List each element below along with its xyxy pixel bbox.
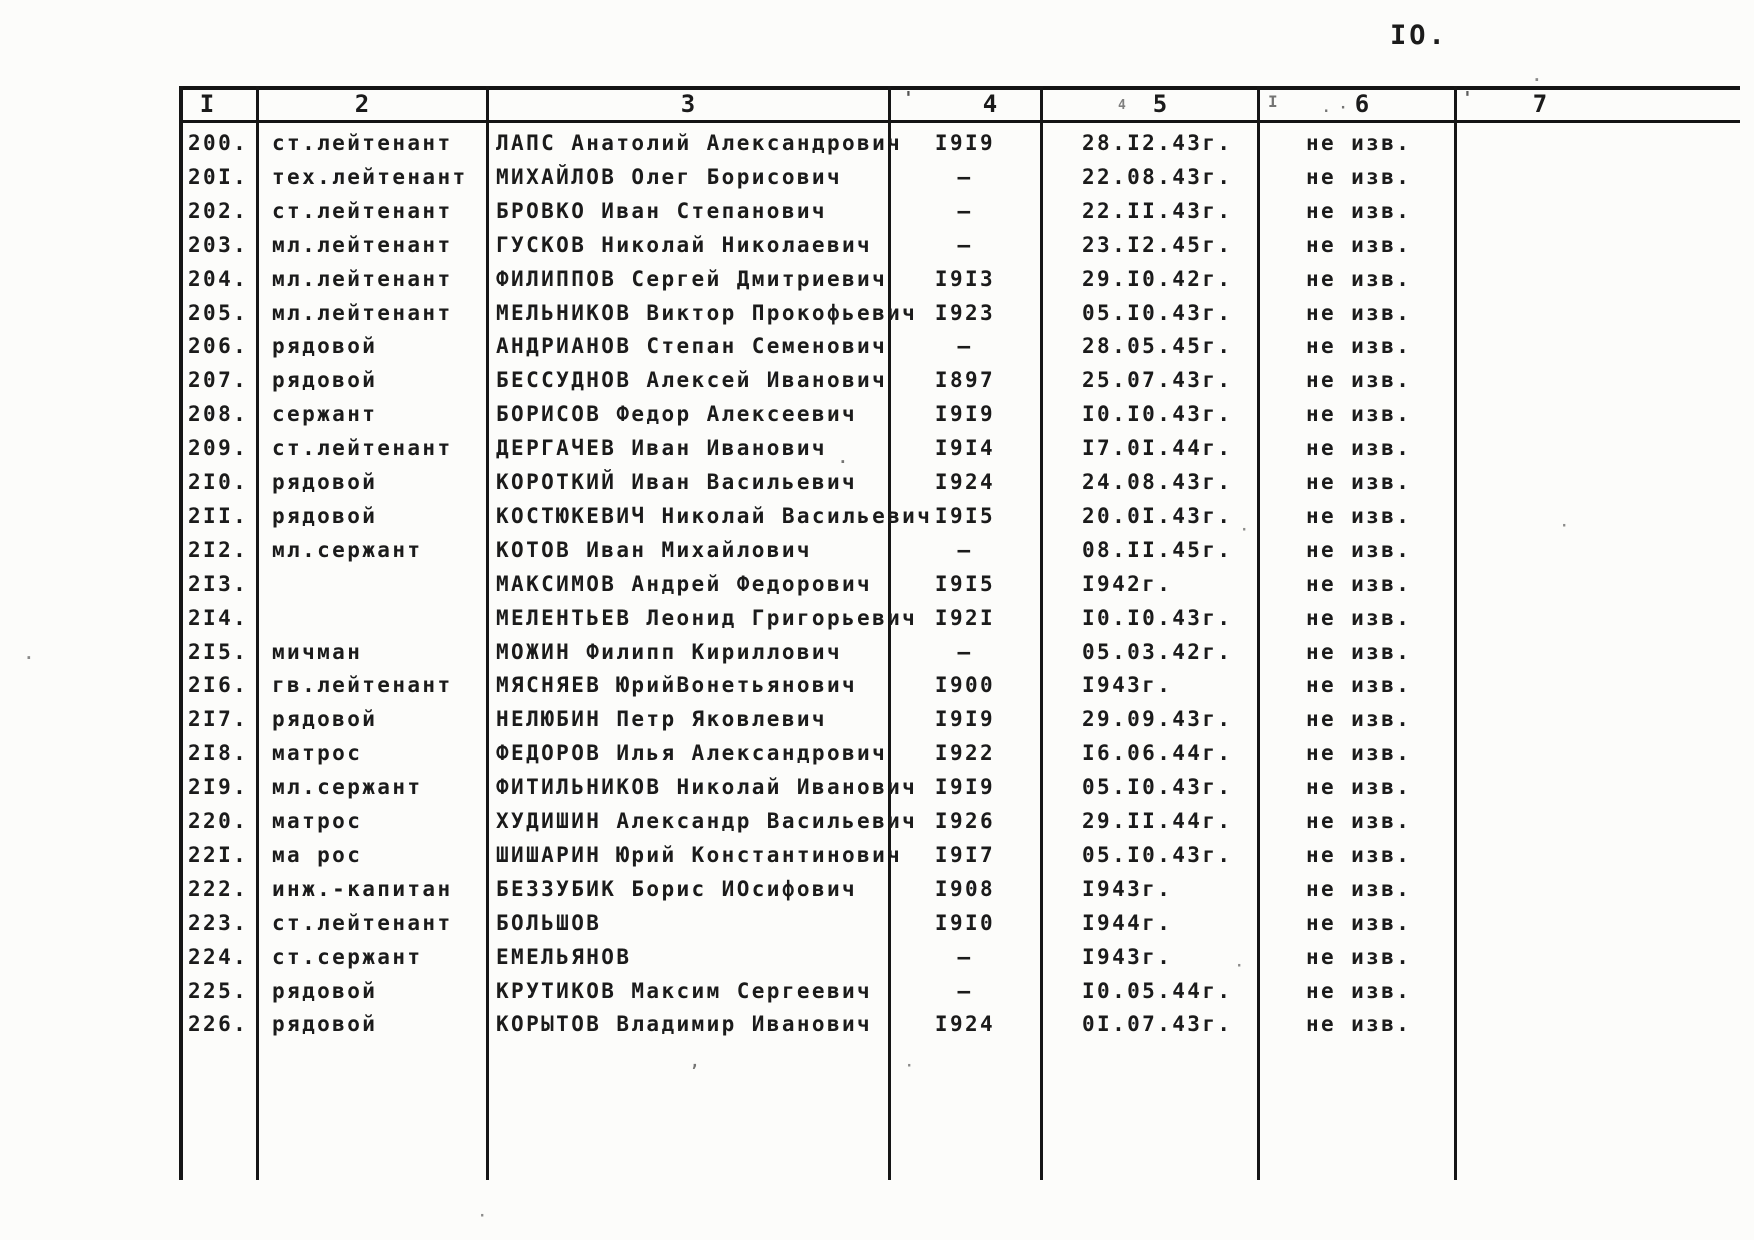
rank-cell: рядовой [272, 334, 378, 359]
rank-cell: ст.лейтенант [272, 131, 453, 155]
scan-artifact: ' [903, 88, 914, 109]
status-cell: не изв. [1306, 809, 1412, 833]
status-cell: не изв. [1306, 470, 1412, 494]
row-number-cell: 208. [188, 402, 249, 427]
date-cell: 05.03.42г. [1082, 639, 1233, 664]
date-cell: 08.II.45г. [1082, 537, 1233, 562]
rank-cell: мл.лейтенант [272, 266, 453, 291]
table-row [0, 809, 1754, 839]
birth-year-cell: I9I5 [934, 571, 996, 596]
name-cell: БЕССУДНОВ Алексей Иванович [496, 368, 888, 393]
table-row [0, 538, 1754, 568]
name-cell: МАКСИМОВ Андрей Федорович [496, 571, 873, 596]
row-number-cell: 2I8. [188, 741, 249, 766]
date-cell: 29.II.44г. [1082, 809, 1233, 833]
name-cell: КРУТИКОВ Максим Сергеевич [496, 978, 873, 1003]
rank-cell: мл.лейтенант [272, 300, 453, 325]
date-cell: I0.05.44г. [1082, 978, 1233, 1003]
birth-year-cell: I924 [934, 470, 996, 494]
status-cell: не изв. [1306, 503, 1412, 528]
date-cell: I942г. [1082, 571, 1173, 596]
name-cell: БРОВКО Иван Степанович [496, 198, 827, 223]
table-row [0, 945, 1754, 975]
row-number-cell: 205. [188, 300, 249, 325]
rank-cell: мл.лейтенант [272, 232, 453, 257]
table-row [0, 606, 1754, 636]
table-row [0, 877, 1754, 907]
table-row [0, 911, 1754, 941]
row-number-cell: 209. [188, 436, 249, 461]
name-cell: АНДРИАНОВ Степан Семенович [496, 334, 888, 359]
name-cell: НЕЛЮБИН Петр Яковлевич [496, 707, 827, 732]
scan-artifact: · [478, 1208, 487, 1224]
name-cell: ФЕДОРОВ Илья Александрович [496, 741, 888, 766]
scan-artifact: · [1560, 518, 1569, 534]
birth-year-cell: I9I3 [934, 266, 996, 291]
rank-cell: матрос [272, 741, 363, 766]
status-cell: не изв. [1306, 334, 1412, 359]
rank-cell: тех.лейтенант [272, 164, 468, 189]
rank-cell: ст.лейтенант [272, 910, 453, 935]
table-row [0, 470, 1754, 500]
birth-year-cell: I9I5 [934, 503, 996, 528]
column-header-year: 4 [982, 90, 998, 118]
name-cell: КОСТЮКЕВИЧ Николай Васильевич [496, 503, 933, 528]
table-row [0, 368, 1754, 398]
date-cell: 23.I2.45г. [1082, 232, 1233, 257]
rank-cell: матрос [272, 809, 363, 833]
row-number-cell: 2I4. [188, 605, 249, 630]
row-number-cell: 220. [188, 809, 249, 833]
page-number: IO. [1390, 20, 1448, 51]
row-number-cell: 2I9. [188, 775, 249, 800]
table-row [0, 673, 1754, 703]
scan-artifact: 4 [1118, 98, 1126, 113]
status-cell: не изв. [1306, 842, 1412, 867]
table-row [0, 334, 1754, 364]
birth-year-cell: I9I7 [934, 842, 996, 867]
table-row [0, 165, 1754, 195]
row-number-cell: 223. [188, 910, 249, 935]
date-cell: 20.0I.43г. [1082, 503, 1233, 528]
name-cell: ФИТИЛЬНИКОВ Николай Иванович [496, 775, 918, 800]
rank-cell: ма рос [272, 842, 363, 867]
status-cell: не изв. [1306, 1012, 1412, 1037]
table-row [0, 640, 1754, 670]
row-number-cell: 203. [188, 232, 249, 257]
birth-year-cell: – [957, 639, 973, 664]
name-cell: ГУСКОВ Николай Николаевич [496, 232, 873, 257]
scan-artifact: · [1240, 522, 1249, 538]
rank-cell: инж.-капитан [272, 876, 453, 901]
status-cell: не изв. [1306, 300, 1412, 325]
date-cell: 24.08.43г. [1082, 470, 1233, 494]
birth-year-cell: I9I4 [934, 436, 996, 461]
name-cell: МОЖИН Филипп Кириллович [496, 639, 842, 664]
name-cell: ХУДИШИН Александр Васильевич [496, 809, 918, 833]
table-row [0, 1012, 1754, 1042]
birth-year-cell: – [957, 537, 973, 562]
status-cell: не изв. [1306, 266, 1412, 291]
table-row [0, 979, 1754, 1009]
scan-artifact: , [690, 1052, 700, 1071]
date-cell: I6.06.44г. [1082, 741, 1233, 766]
birth-year-cell: – [957, 232, 973, 257]
row-number-cell: 224. [188, 944, 249, 969]
table-row [0, 504, 1754, 534]
table-row [0, 436, 1754, 466]
name-cell: ШИШАРИН Юрий Константинович [496, 842, 903, 867]
row-number-cell: 2I6. [188, 673, 249, 698]
status-cell: не изв. [1306, 402, 1412, 427]
date-cell: 28.I2.43г. [1082, 131, 1233, 155]
date-cell: I943г. [1082, 876, 1173, 901]
column-header-status: 6 [1354, 90, 1370, 118]
rank-cell: гв.лейтенант [272, 673, 453, 698]
scan-artifact: · [1235, 958, 1244, 974]
name-cell: ДЕРГАЧЕВ Иван Иванович [496, 436, 827, 461]
rank-cell: ст.лейтенант [272, 436, 453, 461]
status-cell: не изв. [1306, 741, 1412, 766]
status-cell: не изв. [1306, 232, 1412, 257]
name-cell: МЯСНЯЕВ ЮрийВонетьянович [496, 673, 858, 698]
rank-cell: рядовой [272, 1012, 378, 1037]
table-row [0, 707, 1754, 737]
name-cell: КОРОТКИЙ Иван Васильевич [496, 470, 858, 494]
rank-cell: рядовой [272, 978, 378, 1003]
scan-artifact: ' [1462, 88, 1473, 109]
rank-cell: рядовой [272, 707, 378, 732]
birth-year-cell: – [957, 334, 973, 359]
name-cell: ЛАПС Анатолий Александрович [496, 131, 903, 155]
name-cell: ФИЛИППОВ Сергей Дмитриевич [496, 266, 888, 291]
birth-year-cell: – [957, 944, 973, 969]
date-cell: 25.07.43г. [1082, 368, 1233, 393]
date-cell: 22.08.43г. [1082, 164, 1233, 189]
date-cell: I7.0I.44г. [1082, 436, 1233, 461]
birth-year-cell: I926 [934, 809, 996, 833]
status-cell: не изв. [1306, 775, 1412, 800]
table-row [0, 233, 1754, 263]
date-cell: 22.II.43г. [1082, 198, 1233, 223]
status-cell: не изв. [1306, 436, 1412, 461]
status-cell: не изв. [1306, 131, 1412, 155]
row-number-cell: 2II. [188, 503, 249, 528]
rank-cell: рядовой [272, 503, 378, 528]
scan-artifact: · [1532, 70, 1542, 89]
scan-artifact: . · [1322, 100, 1348, 116]
status-cell: не изв. [1306, 673, 1412, 698]
birth-year-cell: I9I9 [934, 707, 996, 732]
row-number-cell: 2I5. [188, 639, 249, 664]
table-row [0, 741, 1754, 771]
status-cell: не изв. [1306, 910, 1412, 935]
date-cell: I943г. [1082, 673, 1173, 698]
birth-year-cell: I9I0 [934, 910, 996, 935]
column-header-num: I [199, 90, 215, 118]
rank-cell: мл.сержант [272, 775, 423, 800]
date-cell: 05.I0.43г. [1082, 842, 1233, 867]
birth-year-cell: I922 [934, 741, 996, 766]
name-cell: БОРИСОВ Федор Алексеевич [496, 402, 858, 427]
row-number-cell: 222. [188, 876, 249, 901]
status-cell: не изв. [1306, 571, 1412, 596]
row-number-cell: 202. [188, 198, 249, 223]
rank-cell [272, 572, 484, 600]
status-cell: не изв. [1306, 944, 1412, 969]
birth-year-cell: I897 [934, 368, 996, 393]
table-row [0, 199, 1754, 229]
name-cell: КОРЫТОВ Владимир Иванович [496, 1012, 873, 1037]
scan-artifact: · [838, 452, 848, 471]
rank-cell: рядовой [272, 470, 378, 494]
name-cell: КОТОВ Иван Михайлович [496, 537, 812, 562]
row-number-cell: 2I0. [188, 470, 249, 494]
table-row [0, 775, 1754, 805]
rank-cell: ст.лейтенант [272, 198, 453, 223]
rank-cell: ст.сержант [272, 944, 423, 969]
row-number-cell: 2I7. [188, 707, 249, 732]
name-cell: ЕМЕЛЬЯНОВ [496, 944, 632, 969]
status-cell: не изв. [1306, 639, 1412, 664]
row-number-cell: 2I2. [188, 537, 249, 562]
birth-year-cell: – [957, 164, 973, 189]
table-row [0, 402, 1754, 432]
birth-year-cell: I923 [934, 300, 996, 325]
status-cell: не изв. [1306, 707, 1412, 732]
status-cell: не изв. [1306, 368, 1412, 393]
status-cell: не изв. [1306, 198, 1412, 223]
table-row [0, 267, 1754, 297]
birth-year-cell: I9I9 [934, 775, 996, 800]
rank-cell: мичман [272, 639, 363, 664]
column-header-extra: 7 [1532, 90, 1548, 118]
birth-year-cell: I92I [934, 605, 996, 630]
name-cell: БОЛЬШОВ [496, 910, 602, 935]
birth-year-cell: I924 [934, 1012, 996, 1037]
date-cell: 28.05.45г. [1082, 334, 1233, 359]
column-header-name: 3 [680, 90, 696, 118]
table-row [0, 572, 1754, 602]
row-number-cell: 204. [188, 266, 249, 291]
row-number-cell: 200. [188, 131, 249, 155]
birth-year-cell: – [957, 978, 973, 1003]
table-header-underline [179, 120, 1740, 123]
date-cell: 29.09.43г. [1082, 707, 1233, 732]
table-top-border [179, 86, 1740, 90]
date-cell: I0.I0.43г. [1082, 605, 1233, 630]
date-cell: I0.I0.43г. [1082, 402, 1233, 427]
table-row [0, 843, 1754, 873]
status-cell: не изв. [1306, 978, 1412, 1003]
date-cell: 0I.07.43г. [1082, 1012, 1233, 1037]
status-cell: не изв. [1306, 537, 1412, 562]
birth-year-cell: I900 [934, 673, 996, 698]
row-number-cell: 20I. [188, 164, 249, 189]
name-cell: МЕЛЕНТЬЕВ Леонид Григорьевич [496, 605, 918, 630]
rank-cell: мл.сержант [272, 537, 423, 562]
name-cell: МИХАЙЛОВ Олег Борисович [496, 164, 842, 189]
table-row [0, 301, 1754, 331]
row-number-cell: 226. [188, 1012, 249, 1037]
name-cell: МЕЛЬНИКОВ Виктор Прокофьевич [496, 300, 918, 325]
row-number-cell: 22I. [188, 842, 249, 867]
status-cell: не изв. [1306, 605, 1412, 630]
date-cell: 05.I0.43г. [1082, 300, 1233, 325]
rank-cell [272, 606, 484, 634]
birth-year-cell: – [957, 198, 973, 223]
birth-year-cell: I908 [934, 876, 996, 901]
row-number-cell: 207. [188, 368, 249, 393]
status-cell: не изв. [1306, 164, 1412, 189]
scan-artifact: I [1268, 92, 1278, 111]
row-number-cell: 206. [188, 334, 249, 359]
date-cell: I943г. [1082, 944, 1173, 969]
birth-year-cell: I9I9 [934, 402, 996, 427]
column-header-rank: 2 [354, 90, 370, 118]
row-number-cell: 2I3. [188, 571, 249, 596]
date-cell: 29.I0.42г. [1082, 266, 1233, 291]
date-cell: I944г. [1082, 910, 1173, 935]
column-header-date: 5 [1152, 90, 1168, 118]
date-cell: 05.I0.43г. [1082, 775, 1233, 800]
rank-cell: рядовой [272, 368, 378, 393]
rank-cell: сержант [272, 402, 378, 427]
status-cell: не изв. [1306, 876, 1412, 901]
name-cell: БЕЗЗУБИК Борис ИОсифович [496, 876, 858, 901]
row-number-cell: 225. [188, 978, 249, 1003]
scan-artifact: · [905, 1058, 914, 1074]
birth-year-cell: I9I9 [934, 131, 996, 155]
table-row [0, 131, 1754, 161]
scan-artifact: · [24, 648, 34, 667]
